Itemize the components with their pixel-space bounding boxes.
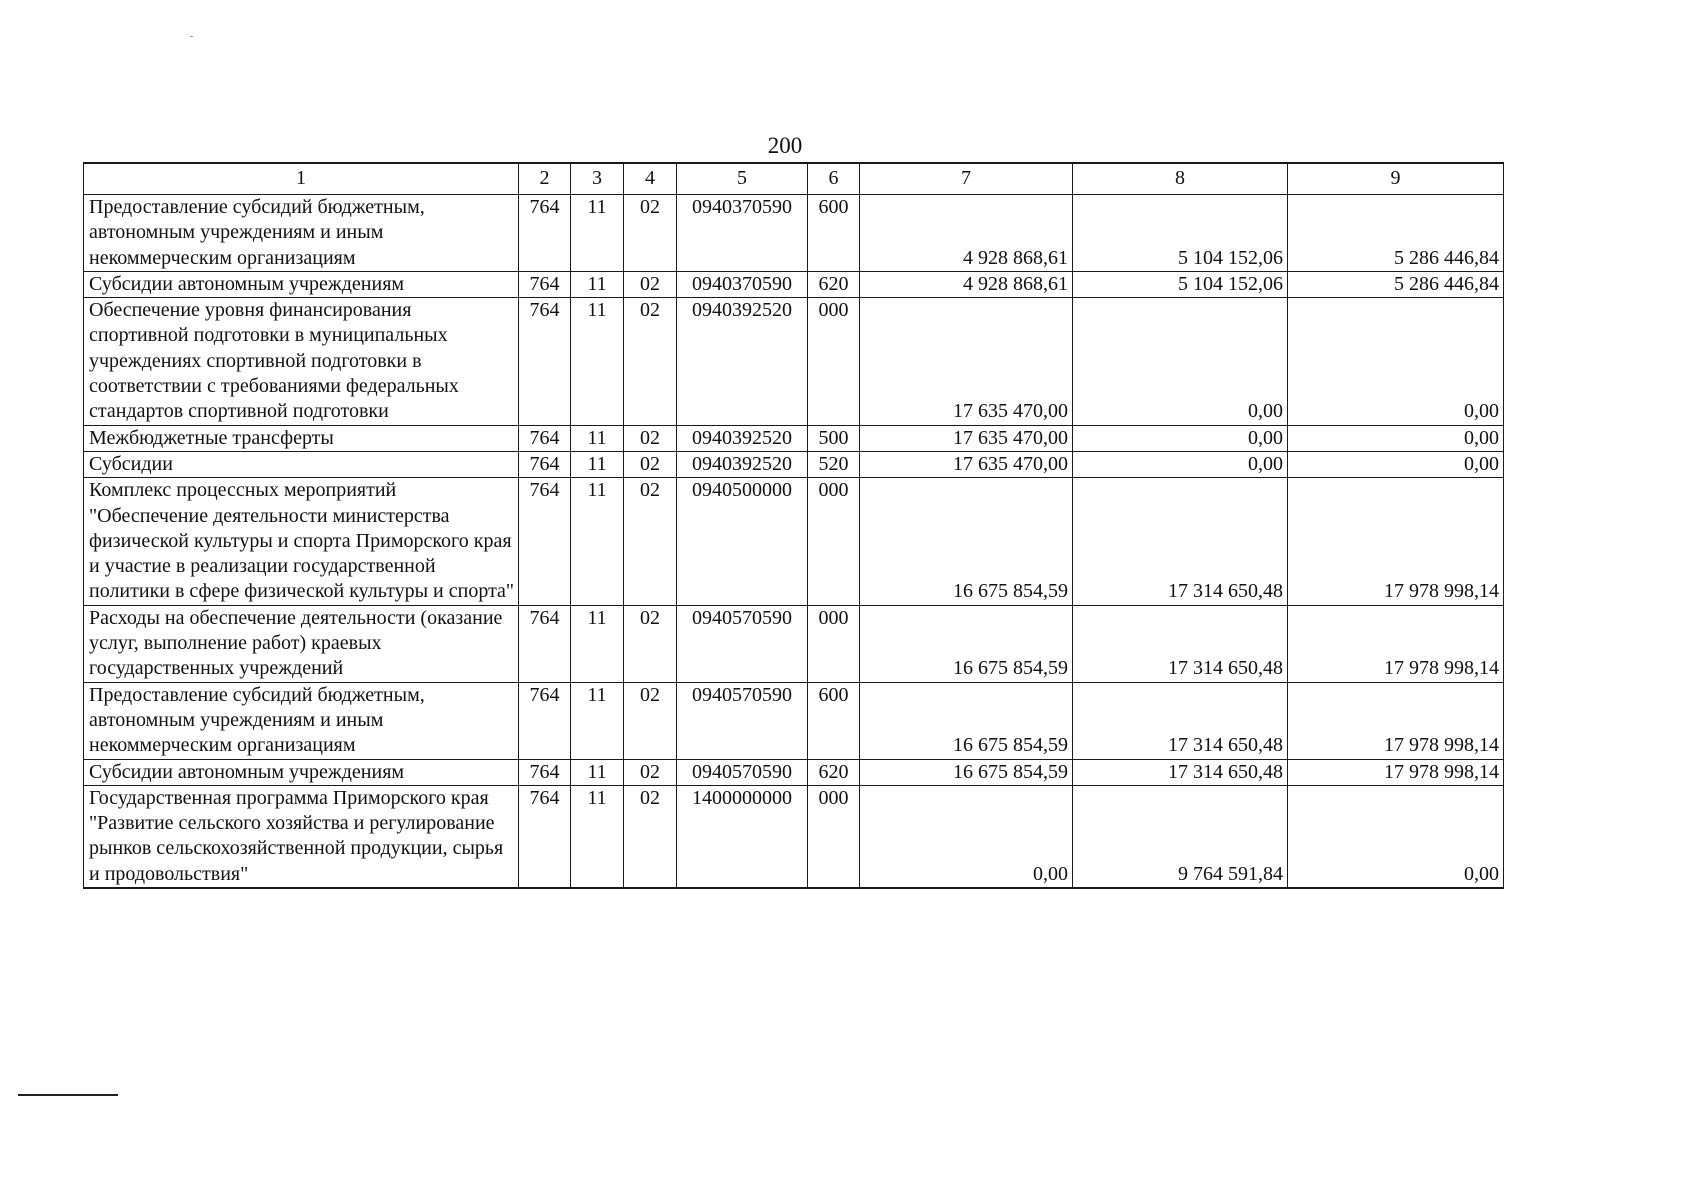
ministry-code: 764 xyxy=(519,605,571,682)
header-row xyxy=(84,163,1504,195)
amount-col-9: 5 286 446,84 xyxy=(1288,271,1504,297)
amount-col-7: 17 635 470,00 xyxy=(860,451,1073,477)
table-header xyxy=(84,163,1504,195)
amount-col-9: 17 978 998,14 xyxy=(1288,478,1504,605)
section-code: 11 xyxy=(571,425,624,451)
table-row xyxy=(84,785,1504,888)
table-row xyxy=(84,451,1504,477)
amount-col-9: 0,00 xyxy=(1288,298,1504,425)
ministry-code: 764 xyxy=(519,759,571,785)
section-code: 11 xyxy=(571,271,624,297)
item-name: Расходы на обеспечение деятельности (оказание услуг, выполнение работ) краевых государственных учреждений xyxy=(84,605,519,682)
table-row xyxy=(84,298,1504,425)
item-name: Субсидии автономным учреждениям xyxy=(84,759,519,785)
header-cell-5: 5 xyxy=(677,163,808,195)
subsection-code: 02 xyxy=(624,785,677,888)
target-article-code: 0940370590 xyxy=(677,195,808,272)
scan-speck xyxy=(190,36,193,37)
amount-col-8: 0,00 xyxy=(1073,451,1288,477)
amount-col-9: 17 978 998,14 xyxy=(1288,759,1504,785)
amount-col-7: 16 675 854,59 xyxy=(860,605,1073,682)
target-article-code: 0940392520 xyxy=(677,451,808,477)
item-name: Государственная программа Приморского края "Развитие сельского хозяйства и регулирование рынков сельскохозяйственной продукции, сырья и продовольствия" xyxy=(84,785,519,888)
amount-col-7: 4 928 868,61 xyxy=(860,195,1073,272)
amount-col-9: 5 286 446,84 xyxy=(1288,195,1504,272)
amount-col-7: 16 675 854,59 xyxy=(860,759,1073,785)
expense-type-code: 000 xyxy=(808,478,860,605)
amount-col-8: 17 314 650,48 xyxy=(1073,682,1288,759)
header-cell-4: 4 xyxy=(624,163,677,195)
item-name: Обеспечение уровня финансирования спортивной подготовки в муниципальных учреждениях спортивной подготовки в соответствии с требованиями федеральных стандартов спортивной подготовки xyxy=(84,298,519,425)
target-article-code: 0940570590 xyxy=(677,759,808,785)
budget-table xyxy=(83,162,1504,889)
header-cell-1: 1 xyxy=(84,163,519,195)
target-article-code: 1400000000 xyxy=(677,785,808,888)
amount-col-8: 0,00 xyxy=(1073,298,1288,425)
amount-col-8: 9 764 591,84 xyxy=(1073,785,1288,888)
target-article-code: 0940392520 xyxy=(677,425,808,451)
header-cell-6: 6 xyxy=(808,163,860,195)
ministry-code: 764 xyxy=(519,298,571,425)
expense-type-code: 620 xyxy=(808,759,860,785)
footnote-separator-line xyxy=(18,1094,118,1096)
subsection-code: 02 xyxy=(624,425,677,451)
ministry-code: 764 xyxy=(519,425,571,451)
amount-col-9: 17 978 998,14 xyxy=(1288,605,1504,682)
item-name: Предоставление субсидий бюджетным, автономным учреждениям и иным некоммерческим организациям xyxy=(84,682,519,759)
section-code: 11 xyxy=(571,605,624,682)
table-row xyxy=(84,425,1504,451)
expense-type-code: 620 xyxy=(808,271,860,297)
subsection-code: 02 xyxy=(624,195,677,272)
expense-type-code: 500 xyxy=(808,425,860,451)
section-code: 11 xyxy=(571,195,624,272)
ministry-code: 764 xyxy=(519,271,571,297)
amount-col-7: 4 928 868,61 xyxy=(860,271,1073,297)
target-article-code: 0940392520 xyxy=(677,298,808,425)
ministry-code: 764 xyxy=(519,682,571,759)
amount-col-7: 0,00 xyxy=(860,785,1073,888)
page-number: 200 xyxy=(767,133,803,158)
section-code: 11 xyxy=(571,759,624,785)
ministry-code: 764 xyxy=(519,451,571,477)
amount-col-8: 0,00 xyxy=(1073,425,1288,451)
header-cell-3: 3 xyxy=(571,163,624,195)
item-name: Межбюджетные трансферты xyxy=(84,425,519,451)
header-cell-7: 7 xyxy=(860,163,1073,195)
section-code: 11 xyxy=(571,298,624,425)
target-article-code: 0940570590 xyxy=(677,682,808,759)
section-code: 11 xyxy=(571,451,624,477)
subsection-code: 02 xyxy=(624,478,677,605)
table-row xyxy=(84,195,1504,272)
amount-col-8: 5 104 152,06 xyxy=(1073,271,1288,297)
subsection-code: 02 xyxy=(624,451,677,477)
ministry-code: 764 xyxy=(519,478,571,605)
ministry-code: 764 xyxy=(519,195,571,272)
amount-col-9: 0,00 xyxy=(1288,785,1504,888)
subsection-code: 02 xyxy=(624,271,677,297)
ministry-code: 764 xyxy=(519,785,571,888)
amount-col-8: 17 314 650,48 xyxy=(1073,759,1288,785)
section-code: 11 xyxy=(571,785,624,888)
amount-col-7: 17 635 470,00 xyxy=(860,425,1073,451)
subsection-code: 02 xyxy=(624,605,677,682)
expense-type-code: 600 xyxy=(808,195,860,272)
amount-col-9: 0,00 xyxy=(1288,451,1504,477)
amount-col-9: 0,00 xyxy=(1288,425,1504,451)
table-row xyxy=(84,478,1504,605)
section-code: 11 xyxy=(571,682,624,759)
amount-col-7: 16 675 854,59 xyxy=(860,682,1073,759)
target-article-code: 0940370590 xyxy=(677,271,808,297)
target-article-code: 0940570590 xyxy=(677,605,808,682)
header-cell-2: 2 xyxy=(519,163,571,195)
header-cell-8: 8 xyxy=(1073,163,1288,195)
amount-col-8: 5 104 152,06 xyxy=(1073,195,1288,272)
header-cell-9: 9 xyxy=(1288,163,1504,195)
expense-type-code: 520 xyxy=(808,451,860,477)
item-name: Предоставление субсидий бюджетным, автономным учреждениям и иным некоммерческим организациям xyxy=(84,195,519,272)
section-code: 11 xyxy=(571,478,624,605)
expense-type-code: 000 xyxy=(808,605,860,682)
amount-col-8: 17 314 650,48 xyxy=(1073,478,1288,605)
subsection-code: 02 xyxy=(624,759,677,785)
expense-type-code: 000 xyxy=(808,785,860,888)
expense-type-code: 000 xyxy=(808,298,860,425)
amount-col-7: 17 635 470,00 xyxy=(860,298,1073,425)
amount-col-7: 16 675 854,59 xyxy=(860,478,1073,605)
subsection-code: 02 xyxy=(624,682,677,759)
item-name: Субсидии автономным учреждениям xyxy=(84,271,519,297)
amount-col-8: 17 314 650,48 xyxy=(1073,605,1288,682)
table-row xyxy=(84,682,1504,759)
table-row xyxy=(84,605,1504,682)
table-row xyxy=(84,759,1504,785)
item-name: Комплекс процессных мероприятий "Обеспечение деятельности министерства физической культуры и спорта Приморского края и участие в реализации государственной политики в сфере физической культуры и спорта" xyxy=(84,478,519,605)
table-row xyxy=(84,271,1504,297)
amount-col-9: 17 978 998,14 xyxy=(1288,682,1504,759)
table-body xyxy=(84,195,1504,889)
subsection-code: 02 xyxy=(624,298,677,425)
item-name: Субсидии xyxy=(84,451,519,477)
target-article-code: 0940500000 xyxy=(677,478,808,605)
expense-type-code: 600 xyxy=(808,682,860,759)
